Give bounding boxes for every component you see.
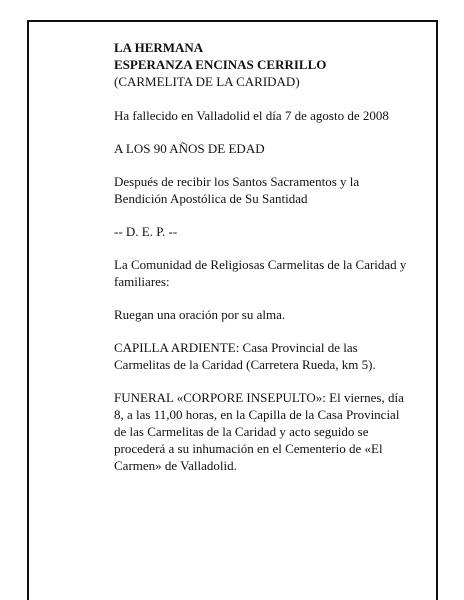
chapel-line-1: CAPILLA ARDIENTE: Casa Provincial de las: [114, 340, 358, 355]
death-statement: [114, 107, 429, 124]
heading-block: [114, 39, 429, 90]
prayer-text: Ruegan una oración por su alma.: [114, 307, 286, 322]
prayer-statement: [114, 306, 429, 323]
deceased-name: ESPERANZA ENCINAS CERRILLO: [114, 57, 327, 72]
death-date-text: Ha fallecido en Valladolid el día 7 de agosto de 2008: [114, 108, 389, 123]
chapel-line-2: Carmelitas de la Caridad (Carretera Rueda, km 5).: [114, 357, 376, 372]
chapel-statement: [114, 339, 429, 373]
funeral-line-4: procederá a su inhumación en el Cementerio de «El: [114, 441, 383, 456]
obituary-text: [114, 39, 429, 490]
heading-title: LA HERMANA: [114, 40, 204, 55]
dep-text: -- D. E. P. --: [114, 224, 178, 239]
funeral-line-1: FUNERAL «CORPORE INSEPULTO»: El viernes, día: [114, 390, 404, 405]
community-line-2: familiares:: [114, 274, 170, 289]
age-statement: [114, 140, 429, 157]
dep-statement: [114, 223, 429, 240]
age-text: A LOS 90 AÑOS DE EDAD: [114, 141, 265, 156]
sacraments-statement: [114, 173, 429, 207]
funeral-line-5: Carmen» de Valladolid.: [114, 458, 237, 473]
funeral-statement: [114, 389, 429, 474]
funeral-line-3: de las Carmelitas de la Caridad y acto seguido se: [114, 424, 369, 439]
community-line-1: La Comunidad de Religiosas Carmelitas de la Caridad y: [114, 257, 407, 272]
sacraments-line-2: Bendición Apostólica de Su Santidad: [114, 191, 308, 206]
religious-order: (CARMELITA DE LA CARIDAD): [114, 74, 300, 89]
sacraments-line-1: Después de recibir los Santos Sacramentos y la: [114, 174, 360, 189]
community-statement: [114, 256, 429, 290]
funeral-line-2: 8, a las 11,00 horas, en la Capilla de la Casa Provincial: [114, 407, 400, 422]
